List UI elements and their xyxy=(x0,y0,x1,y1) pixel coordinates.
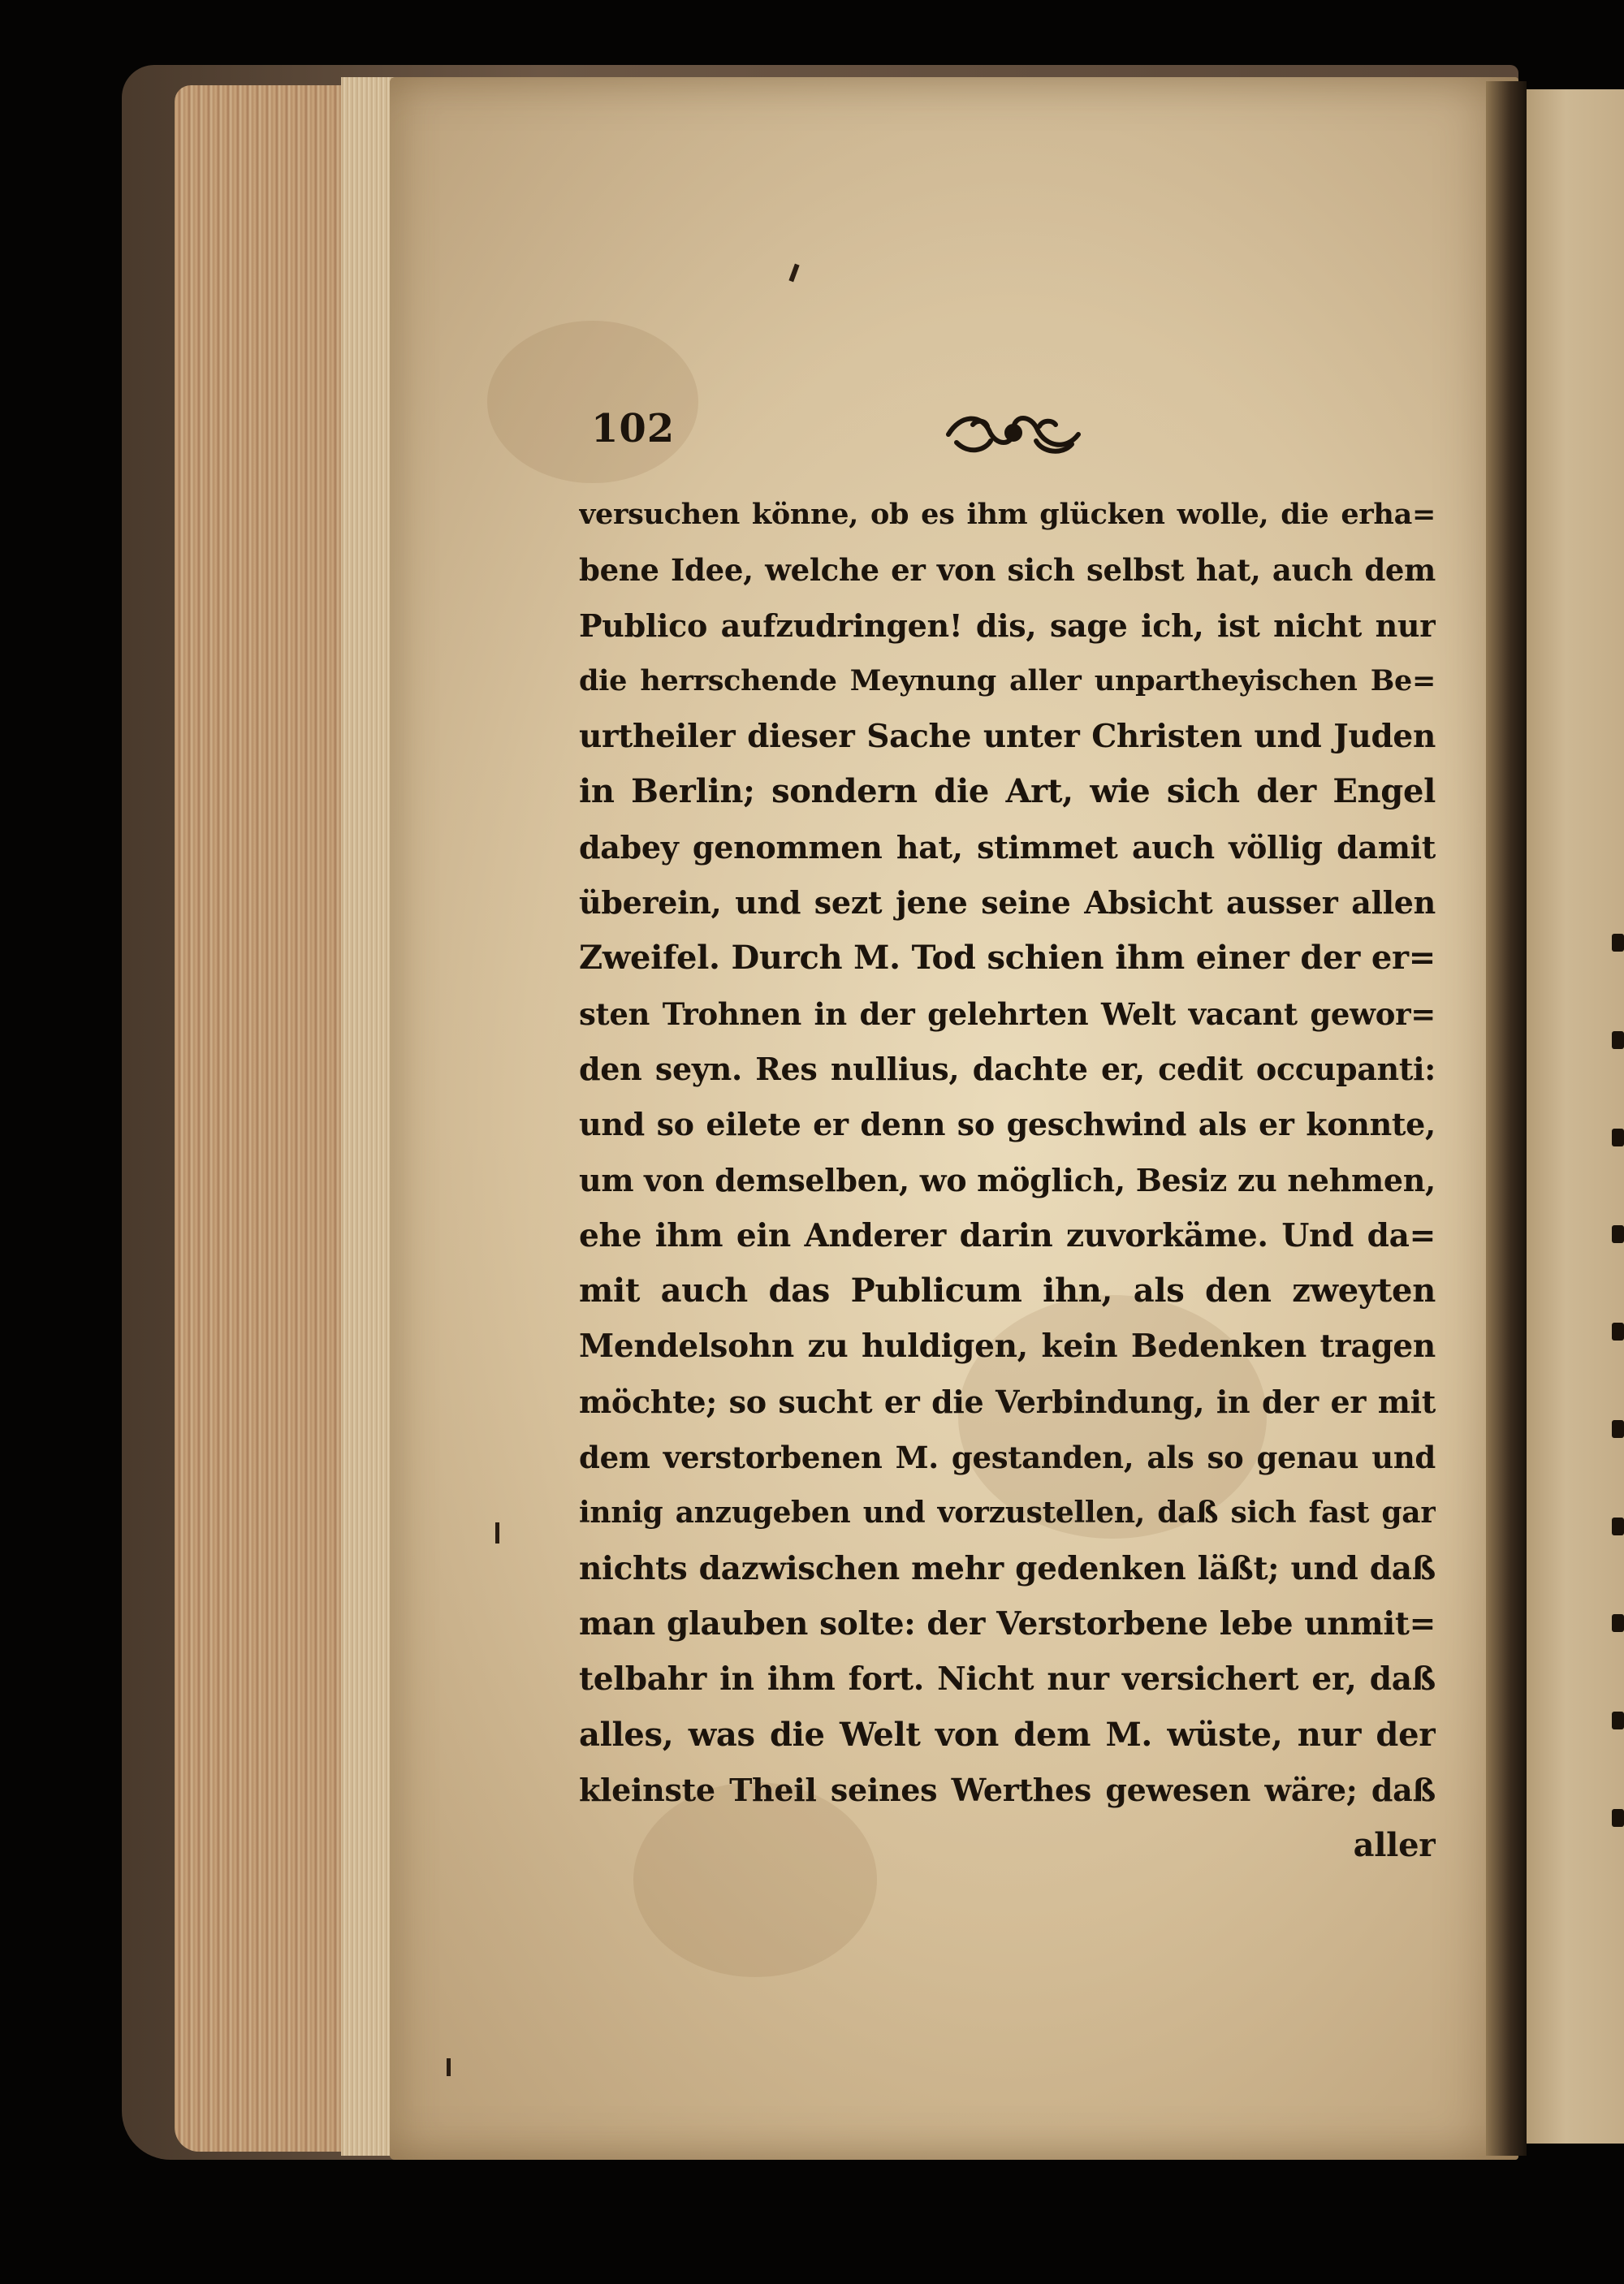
text-line: sten Trohnen in der gelehrten Welt vacant gewor= xyxy=(579,995,1436,1032)
text-line: Zweifel. Durch M. Tod schien ihm einer der er= xyxy=(579,939,1436,978)
page-header xyxy=(591,406,1436,463)
text-line: Mendelsohn zu huldigen, kein Bedenken tragen xyxy=(579,1328,1436,1366)
text-line: um von demselben, wo möglich, Besiz zu nehmen, xyxy=(579,1161,1436,1198)
text-line: und so eilete er denn so geschwind als er konnte, xyxy=(579,1106,1436,1143)
ink-speck xyxy=(447,2058,451,2076)
text-line: überein, und sezt jene seine Absicht ausser allen xyxy=(579,884,1436,922)
facing-page-edge xyxy=(1527,89,1624,2144)
ink-speck xyxy=(788,264,799,283)
text-line: alles, was die Welt von dem M. wüste, nur der xyxy=(579,1715,1436,1754)
text-line: innig anzugeben und vorzustellen, daß sich fast gar xyxy=(579,1496,1436,1531)
text-line: in Berlin; sondern die Art, wie sich der Engel xyxy=(579,772,1436,811)
text-line: die herrschende Meynung aller unpartheyischen Be= xyxy=(579,663,1436,697)
catchword: aller xyxy=(1353,1826,1436,1865)
book-gutter xyxy=(1486,81,1527,2156)
text-line: dabey genommen hat, stimmet auch völlig damit xyxy=(579,828,1436,866)
text-line: dem verstorbenen M. gestanden, als so genau und xyxy=(579,1440,1436,1476)
text-line: versuchen könne, ob es ihm glücken wolle, die erha= xyxy=(579,498,1436,531)
text-line: urtheiler dieser Sache unter Christen und Juden xyxy=(579,718,1436,756)
text-line: Publico aufzudringen! dis, sage ich, ist nicht nur xyxy=(579,607,1436,644)
page-edges-stack xyxy=(175,85,361,2152)
text-line: telbahr in ihm fort. Nicht nur versichert er, daß xyxy=(579,1660,1436,1699)
page-number: 102 xyxy=(591,406,676,451)
page-body-text xyxy=(579,487,1436,1873)
text-line: ehe ihm ein Anderer darin zuvorkäme. Und da= xyxy=(579,1216,1436,1254)
head-ornament-icon xyxy=(940,402,1086,467)
text-line: den seyn. Res nullius, dachte er, cedit occupanti: xyxy=(579,1050,1436,1087)
text-line: nichts dazwischen mehr gedenken läßt; und daß xyxy=(579,1549,1436,1587)
ink-speck xyxy=(495,1522,499,1544)
text-line: bene Idee, welche er von sich selbst hat, auch dem xyxy=(579,552,1436,589)
text-line: möchte; so sucht er die Verbindung, in der er mit xyxy=(579,1383,1436,1420)
text-line: kleinste Theil seines Werthes gewesen wäre; daß xyxy=(579,1771,1436,1808)
text-line: mit auch das Publicum ihn, als den zweyten xyxy=(579,1272,1436,1310)
facing-page-text-fragments xyxy=(1612,934,1624,1827)
text-line: man glauben solte: der Verstorbene lebe unmit= xyxy=(579,1604,1436,1643)
